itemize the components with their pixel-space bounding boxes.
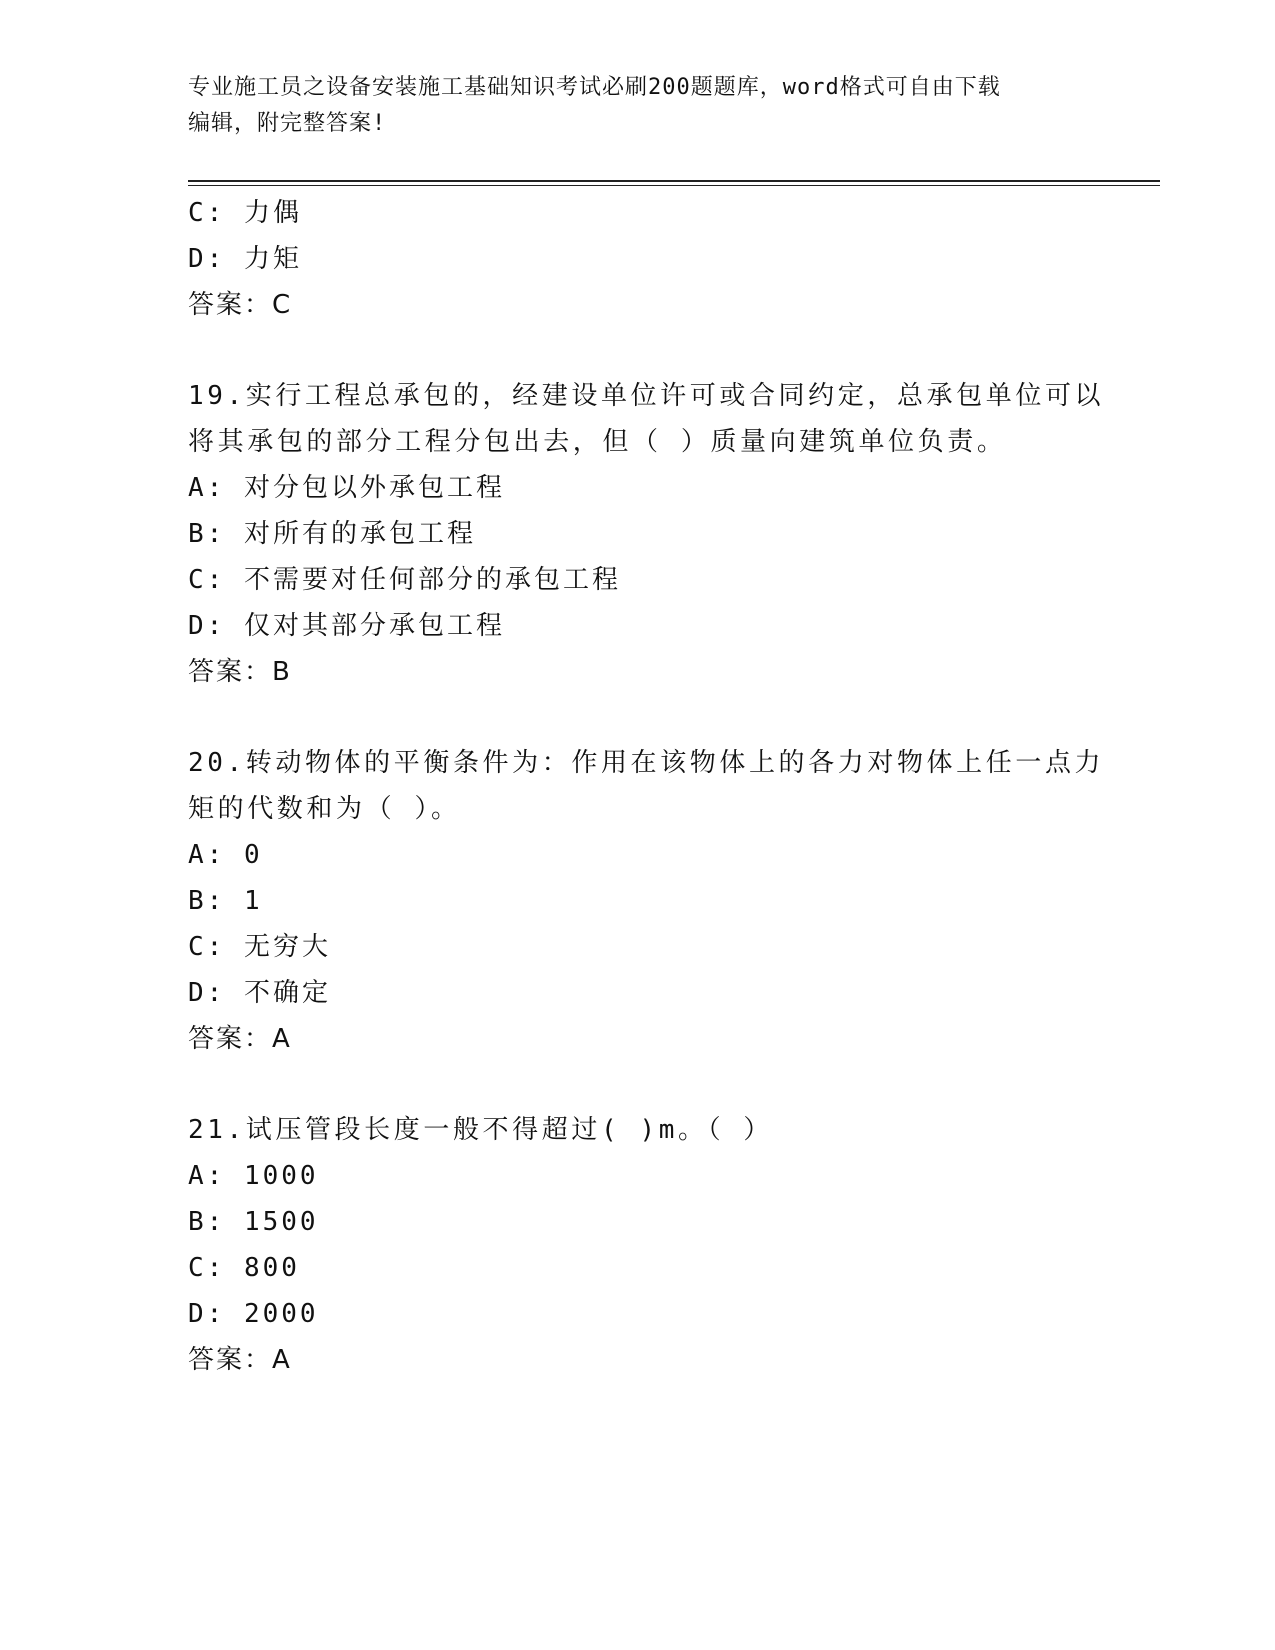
- question-20: [188, 740, 1105, 1062]
- question-list: [188, 190, 1105, 1383]
- option-a: A: 1000: [188, 1161, 319, 1191]
- option-d: D: 力矩: [188, 244, 302, 274]
- spacer: [188, 328, 1088, 373]
- question-stem-line-2: 矩的代数和为（ ）。: [188, 794, 461, 824]
- question-19: [188, 373, 1105, 695]
- question-21: [188, 1107, 1088, 1383]
- option-a: A: 0: [188, 840, 263, 870]
- option-c: C: 无穷大: [188, 932, 331, 962]
- spacer: [188, 1062, 1088, 1107]
- option-d: D: 2000: [188, 1299, 319, 1329]
- question-stem-line-1: 20.转动物体的平衡条件为：作用在该物体上的各力对物体上任一点力: [188, 748, 1105, 778]
- spacer: [188, 695, 1088, 740]
- answer-line: 答案：A: [188, 1345, 292, 1375]
- question-stem-line-2: 将其承包的部分工程分包出去，但（ ）质量向建筑单位负责。: [188, 427, 1007, 457]
- answer-line: 答案：C: [188, 290, 293, 320]
- document-header: [188, 70, 1088, 142]
- option-c: C: 不需要对任何部分的承包工程: [188, 565, 621, 595]
- answer-line: 答案：A: [188, 1024, 292, 1054]
- option-a: A: 对分包以外承包工程: [188, 473, 505, 503]
- header-line-2: 编辑，附完整答案!: [188, 111, 387, 136]
- header-line-1: 专业施工员之设备安装施工基础知识考试必刷200题题库，word格式可自由下载: [188, 75, 1001, 100]
- question-stem: [188, 373, 1105, 465]
- answer-line: 答案：B: [188, 657, 292, 687]
- header-rule-thin: [188, 185, 1160, 186]
- question-stem: [188, 740, 1105, 832]
- question-18-tail: [188, 190, 1088, 328]
- question-stem: [188, 1107, 1088, 1153]
- question-stem-line-1: 19.实行工程总承包的，经建设单位许可或合同约定，总承包单位可以: [188, 381, 1105, 411]
- option-d: D: 仅对其部分承包工程: [188, 611, 505, 641]
- option-b: B: 1: [188, 886, 263, 916]
- option-c: C: 800: [188, 1253, 300, 1283]
- option-c: C: 力偶: [188, 198, 302, 228]
- option-d: D: 不确定: [188, 978, 331, 1008]
- option-b: B: 对所有的承包工程: [188, 519, 476, 549]
- option-b: B: 1500: [188, 1207, 319, 1237]
- header-rule-thick: [188, 180, 1160, 182]
- question-stem-line-1: 21.试压管段长度一般不得超过( )m。（ ）: [188, 1115, 774, 1145]
